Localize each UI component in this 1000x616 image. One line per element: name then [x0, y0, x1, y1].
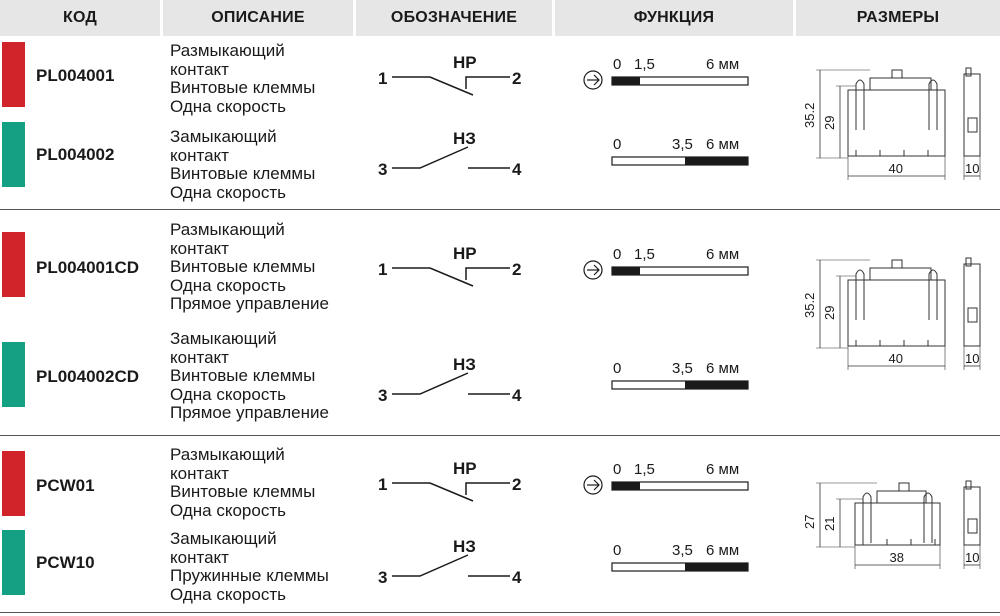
terminal-number: 2 — [512, 475, 522, 494]
header-designation: ОБОЗНАЧЕНИЕ — [356, 0, 552, 36]
height-outer-dimension: 35.2 — [802, 292, 817, 318]
symbol-label: НР — [453, 244, 477, 263]
side-view-terminal — [968, 308, 977, 322]
contact-function — [578, 458, 768, 508]
side-view-cap — [966, 258, 971, 266]
block-body — [855, 503, 940, 545]
height-inner-dimension: 29 — [822, 305, 837, 320]
description-line: Пружинные клеммы — [170, 566, 329, 585]
contact-type-swatch — [2, 232, 25, 297]
travel-end: 6 мм — [706, 360, 740, 377]
width-dimension: 40 — [888, 351, 903, 366]
terminal-number: 3 — [378, 386, 388, 405]
side-view — [964, 74, 980, 156]
description-line: Одна скорость — [170, 500, 286, 520]
terminal-number: 2 — [512, 260, 522, 279]
contact-lever — [392, 555, 468, 576]
header-function: ФУНКЦИЯ — [555, 0, 793, 36]
contact-type-swatch — [2, 342, 25, 407]
terminal-number: 4 — [512, 568, 522, 587]
header-dimensions: РАЗМЕРЫ — [796, 0, 1000, 36]
travel-end: 6 мм — [706, 461, 740, 478]
description-line: Размыкающий — [170, 41, 285, 60]
symbol-label: НР — [453, 459, 477, 478]
travel-zero: 0 — [613, 542, 622, 559]
description-line: Одна скорость — [170, 384, 286, 404]
contact-symbol — [370, 346, 540, 426]
dimension-drawing — [800, 475, 996, 588]
product-code: PCW01 — [36, 476, 95, 495]
description-line: Винтовые клеммы — [170, 482, 316, 501]
contact-type-swatch — [2, 42, 25, 107]
product-description — [170, 128, 315, 202]
terminal-number: 2 — [512, 69, 522, 88]
symbol-label: НЗ — [453, 355, 476, 374]
description-line: Одна скорость — [170, 275, 286, 295]
symbol-label: НЗ — [453, 537, 476, 556]
contact-lever — [392, 483, 473, 501]
block-cap — [877, 491, 926, 503]
depth-dimension: 10 — [965, 351, 980, 366]
travel-closed-zone — [685, 563, 748, 571]
side-view-cap — [966, 481, 971, 489]
contact-function — [578, 357, 768, 407]
depth-dimension: 10 — [965, 161, 980, 176]
height-outer-dimension: 27 — [802, 514, 817, 529]
contact-function — [578, 243, 768, 293]
description-line: контакт — [170, 463, 229, 483]
description-line: контакт — [170, 547, 229, 567]
contact-type-swatch — [2, 530, 25, 595]
side-view-terminal — [968, 519, 977, 533]
description-line: Винтовые клеммы — [170, 366, 316, 385]
actuation-arrow-icon — [584, 476, 602, 494]
block-clip — [856, 270, 864, 320]
product-description — [170, 221, 329, 314]
contact-lever — [392, 268, 473, 286]
block-clip — [929, 270, 937, 320]
travel-end: 6 мм — [706, 542, 740, 559]
actuation-arrow-icon — [584, 261, 602, 279]
contact-fixed — [466, 268, 510, 280]
contact-function — [578, 539, 768, 589]
block-plunger — [892, 260, 902, 268]
travel-zero: 0 — [613, 360, 622, 377]
block-plunger — [892, 70, 902, 78]
travel-switch-point: 3,5 — [672, 360, 693, 377]
product-description — [170, 530, 329, 604]
terminal-number: 3 — [378, 160, 388, 179]
terminal-number: 1 — [378, 260, 388, 279]
travel-closed-zone — [685, 157, 748, 165]
travel-switch-point: 1,5 — [634, 461, 655, 478]
description-line: Размыкающий — [170, 220, 285, 239]
description-line: контакт — [170, 238, 229, 258]
description-line: Замыкающий — [170, 127, 277, 146]
contact-fixed — [466, 77, 510, 89]
side-view-terminal — [968, 118, 977, 132]
group-divider — [0, 435, 1000, 436]
block-body — [848, 280, 945, 346]
actuation-arrow-icon — [584, 71, 602, 89]
travel-end: 6 мм — [706, 136, 740, 153]
dimension-drawing — [800, 60, 996, 193]
contact-type-swatch — [2, 451, 25, 516]
symbol-label: НР — [453, 53, 477, 72]
block-clip — [929, 80, 937, 130]
contact-symbol — [370, 44, 540, 124]
product-description — [170, 330, 329, 423]
product-code: PL004001CD — [36, 258, 140, 277]
width-dimension: 38 — [889, 550, 904, 565]
travel-closed-zone — [685, 381, 748, 389]
table-header — [0, 0, 1000, 36]
travel-end: 6 мм — [706, 56, 740, 73]
description-line: Винтовые клеммы — [170, 257, 316, 276]
travel-zero: 0 — [613, 246, 622, 263]
block-clip — [863, 493, 871, 543]
block-plunger — [899, 483, 909, 491]
group-divider — [0, 209, 1000, 210]
group-divider — [0, 612, 1000, 613]
terminal-number: 1 — [378, 475, 388, 494]
product-code: PL004002 — [36, 145, 115, 164]
description-line: Одна скорость — [170, 96, 286, 116]
description-line: Прямое управление — [170, 294, 329, 313]
travel-switch-point: 1,5 — [634, 246, 655, 263]
description-line: Прямое управление — [170, 403, 329, 422]
height-inner-dimension: 29 — [822, 115, 837, 130]
travel-switch-point: 3,5 — [672, 136, 693, 153]
contact-function — [578, 133, 768, 183]
contact-fixed — [466, 483, 510, 495]
width-dimension: 40 — [888, 161, 903, 176]
contact-lever — [392, 77, 473, 95]
block-clip — [924, 493, 932, 543]
product-description — [170, 42, 315, 116]
terminal-number: 4 — [512, 386, 522, 405]
height-inner-dimension: 21 — [822, 516, 837, 531]
contact-symbol — [370, 120, 540, 200]
travel-zero: 0 — [613, 136, 622, 153]
description-line: Винтовые клеммы — [170, 164, 316, 183]
symbol-label: НЗ — [453, 129, 476, 148]
travel-closed-zone — [612, 77, 640, 85]
product-code: PL004002CD — [36, 367, 140, 386]
block-cap — [870, 268, 931, 280]
terminal-number: 1 — [378, 69, 388, 88]
header-code: КОД — [0, 0, 160, 36]
terminal-number: 3 — [378, 568, 388, 587]
contact-symbol — [370, 235, 540, 315]
travel-closed-zone — [612, 482, 640, 490]
side-view-cap — [966, 68, 971, 76]
side-view — [964, 264, 980, 346]
description-line: контакт — [170, 59, 229, 79]
block-cap — [870, 78, 931, 90]
description-line: Размыкающий — [170, 445, 285, 464]
terminal-number: 4 — [512, 160, 522, 179]
description-line: Одна скорость — [170, 584, 286, 604]
product-code: PCW10 — [36, 553, 95, 572]
contact-symbol — [370, 450, 540, 530]
side-view — [964, 487, 980, 545]
travel-closed-zone — [612, 267, 640, 275]
description-line: Замыкающий — [170, 329, 277, 348]
travel-zero: 0 — [613, 56, 622, 73]
height-outer-dimension: 35.2 — [802, 102, 817, 128]
block-body — [848, 90, 945, 156]
travel-switch-point: 3,5 — [672, 542, 693, 559]
contact-type-swatch — [2, 122, 25, 187]
contact-lever — [392, 373, 468, 394]
block-clip — [856, 80, 864, 130]
product-description — [170, 446, 315, 520]
travel-end: 6 мм — [706, 246, 740, 263]
contact-lever — [392, 147, 468, 168]
contact-function — [578, 53, 768, 103]
contact-symbol — [370, 528, 540, 608]
travel-switch-point: 1,5 — [634, 56, 655, 73]
travel-zero: 0 — [613, 461, 622, 478]
description-line: Замыкающий — [170, 529, 277, 548]
depth-dimension: 10 — [965, 550, 980, 565]
header-description: ОПИСАНИЕ — [163, 0, 353, 36]
description-line: контакт — [170, 145, 229, 165]
description-line: контакт — [170, 347, 229, 367]
product-code: PL004001 — [36, 66, 115, 85]
description-line: Одна скорость — [170, 182, 286, 202]
dimension-drawing — [800, 250, 996, 383]
description-line: Винтовые клеммы — [170, 78, 316, 97]
